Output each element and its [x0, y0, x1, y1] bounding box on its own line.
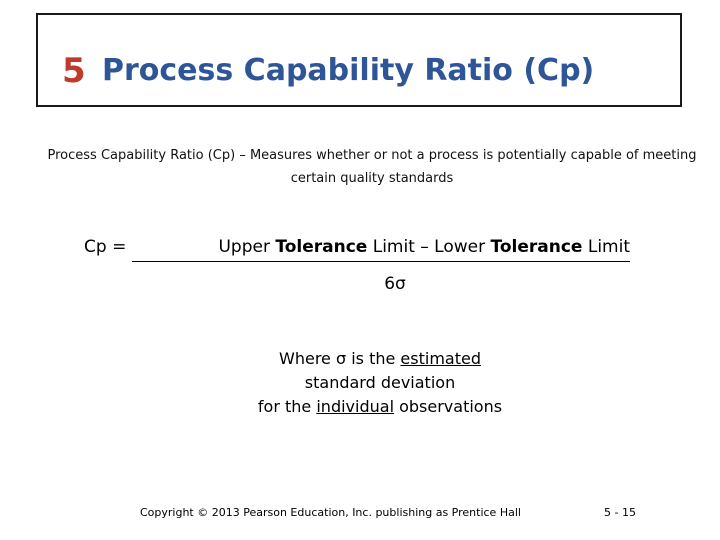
formula-denominator: 6σ: [384, 274, 406, 294]
slide-title: Process Capability Ratio (Cp): [102, 53, 595, 88]
formula-lhs: Cp =: [84, 237, 127, 257]
footer-copyright: Copyright © 2013 Pearson Education, Inc. publishing as Prentice Hall: [140, 506, 521, 519]
numerator-bold-2: Tolerance: [490, 237, 583, 257]
note-line-2: standard deviation: [304, 373, 456, 392]
numerator-bold-1: Tolerance: [275, 237, 368, 257]
note-line-3: [220, 395, 540, 419]
numerator-text-1: Upper: [218, 237, 276, 257]
formula-numerator: [132, 233, 630, 262]
chapter-number: 5: [62, 51, 86, 91]
definition-text: Process Capability Ratio (Cp) – Measures whether or not a process is potentially capable of meeting certain quality standards: [47, 148, 697, 186]
note-line-1-prefix: Where σ is the: [279, 349, 401, 368]
numerator-text-2: Limit – Lower: [367, 237, 491, 257]
note-line-3-suffix: observations: [394, 397, 503, 416]
title-box: [36, 13, 682, 107]
numerator-text-3: Limit: [582, 237, 630, 257]
note-text: [220, 347, 540, 419]
note-estimated: estimated: [400, 349, 481, 368]
note-line-3-prefix: for the: [257, 397, 317, 416]
note-individual: individual: [316, 397, 395, 416]
note-line-1: [220, 347, 540, 371]
footer-page-number: 5 - 15: [604, 506, 636, 519]
